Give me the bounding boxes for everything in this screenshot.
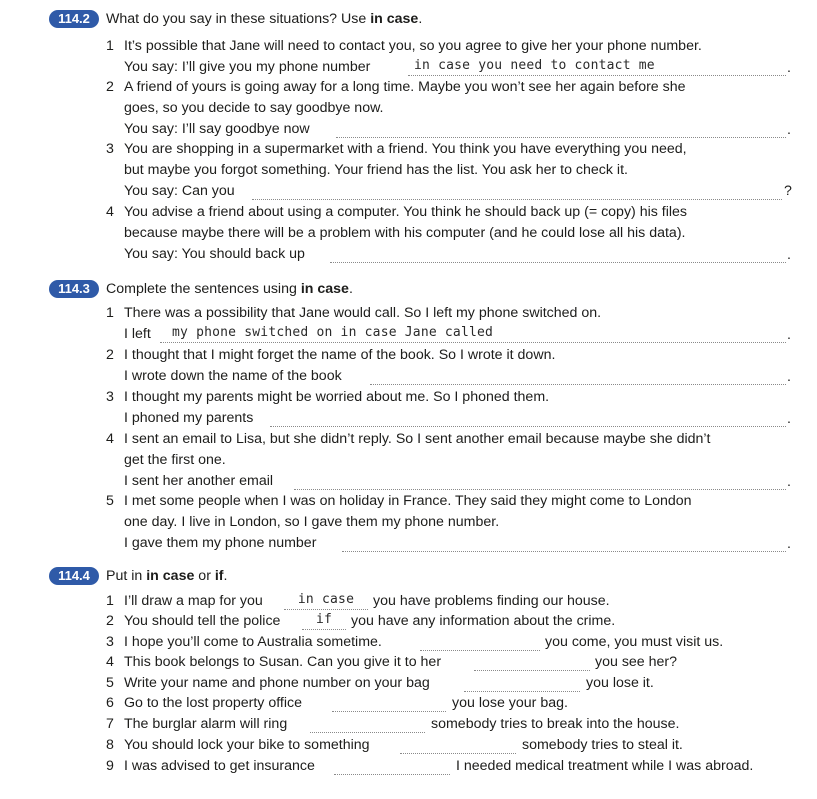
handwritten-answer: if [315, 612, 333, 627]
answer-field[interactable] [270, 409, 786, 427]
period: . [787, 327, 791, 343]
sentence-end: you have problems finding our house. [373, 593, 610, 609]
answer-field[interactable] [420, 633, 540, 651]
item-number: 4 [106, 204, 114, 220]
handwritten-answer: in case you need to contact me [414, 58, 655, 73]
answer-field[interactable] [330, 245, 786, 263]
question-text: A friend of yours is going away for a long time. Maybe you won’t see her again before she [124, 79, 686, 95]
prompt-text: You say: I’ll say goodbye now [124, 121, 310, 137]
answer-field[interactable] [310, 715, 425, 733]
period: . [787, 122, 791, 138]
answer-field[interactable] [332, 694, 446, 712]
prompt-text: I gave them my phone number [124, 535, 317, 551]
sentence-start: You should tell the police [124, 613, 281, 629]
period: . [787, 536, 791, 552]
answer-field[interactable] [342, 534, 786, 552]
title-text: Complete the sentences using [106, 281, 301, 297]
sentence-end: you lose your bag. [452, 695, 568, 711]
sentence-start: I’ll draw a map for you [124, 593, 263, 609]
question-text: You are shopping in a supermarket with a friend. You think you have everything you need, [124, 141, 687, 157]
period: . [787, 411, 791, 427]
period: . [787, 474, 791, 490]
sentence-end: somebody tries to steal it. [522, 737, 683, 753]
answer-field[interactable] [160, 325, 786, 343]
answer-field[interactable] [336, 120, 786, 138]
prompt-text: You say: You should back up [124, 246, 305, 262]
sentence-start: I hope you’ll come to Australia sometime. [124, 634, 382, 650]
item-number: 2 [106, 347, 114, 363]
item-number: 5 [106, 675, 114, 691]
sentence-end: I needed medical treatment while I was abroad. [456, 758, 754, 774]
question-text: There was a possibility that Jane would call. So I left my phone switched on. [124, 305, 602, 321]
item-number: 8 [106, 737, 114, 753]
sentence-start: This book belongs to Susan. Can you give it to her [124, 654, 442, 670]
item-number: 1 [106, 38, 114, 54]
prompt-text: I left [124, 326, 151, 342]
question-text: but maybe you forgot something. Your friend has the list. You ask her to check it. [124, 162, 628, 178]
question-text: one day. I live in London, so I gave them my phone number. [124, 514, 500, 530]
item-number: 3 [106, 389, 114, 405]
sentence-start: Write your name and phone number on your bag [124, 675, 430, 691]
question-text: I thought my parents might be worried about me. So I phoned them. [124, 389, 550, 405]
sentence-end: you have any information about the crime. [351, 613, 616, 629]
title-end: . [223, 568, 228, 584]
item-number: 2 [106, 79, 114, 95]
title-text: Put in [106, 568, 147, 584]
item-number: 9 [106, 758, 114, 774]
question-text: get the first one. [124, 452, 226, 468]
sentence-start: You should lock your bike to something [124, 737, 370, 753]
title-text: What do you say in these situations? Use [106, 11, 371, 27]
prompt-text: I phoned my parents [124, 410, 254, 426]
answer-field[interactable] [284, 592, 368, 610]
sentence-end: you lose it. [586, 675, 654, 691]
prompt-text: You say: I’ll give you my phone number [124, 59, 371, 75]
sentence-end: you see her? [595, 654, 678, 670]
title-bold: if [214, 568, 224, 584]
exercise-title-114-2 [106, 10, 422, 28]
prompt-text: I wrote down the name of the book [124, 368, 342, 384]
title-bold: in case [146, 568, 195, 584]
item-number: 3 [106, 634, 114, 650]
question-text: I sent an email to Lisa, but she didn’t reply. So I sent another email because maybe she didn’t [124, 431, 711, 447]
title-text: or [194, 568, 215, 584]
answer-field[interactable] [252, 182, 782, 200]
exercise-title-114-3 [106, 280, 353, 298]
question-text: because maybe there will be a problem with his computer (and he could lose all his data). [124, 225, 686, 241]
question-text: It’s possible that Jane will need to contact you, so you agree to give her your phone number. [124, 38, 702, 54]
handwritten-answer: my phone switched on in case Jane called [172, 325, 494, 340]
period: . [787, 247, 791, 263]
answer-field[interactable] [334, 757, 450, 775]
answer-field[interactable] [474, 653, 590, 671]
question-text: I met some people when I was on holiday in France. They said they might come to London [124, 493, 692, 509]
title-bold: in case [370, 11, 419, 27]
item-number: 3 [106, 141, 114, 157]
item-number: 5 [106, 493, 114, 509]
answer-field[interactable] [294, 472, 786, 490]
sentence-end: you come, you must visit us. [545, 634, 724, 650]
handwritten-answer: in case [297, 592, 355, 607]
item-number: 1 [106, 305, 114, 321]
answer-field[interactable] [370, 367, 786, 385]
question-text: You advise a friend about using a computer. You think he should back up (= copy) his files [124, 204, 688, 220]
exercise-badge-114-2: 114.2 [49, 10, 99, 28]
question-text: I thought that I might forget the name of the book. So I wrote it down. [124, 347, 556, 363]
sentence-start: The burglar alarm will ring [124, 716, 288, 732]
answer-field[interactable] [408, 58, 786, 76]
exercise-badge-114-3: 114.3 [49, 280, 99, 298]
sentence-start: I was advised to get insurance [124, 758, 315, 774]
prompt-text: You say: Can you [124, 183, 235, 199]
answer-field[interactable] [302, 612, 346, 630]
answer-field[interactable] [464, 674, 580, 692]
exercise-title-114-4 [106, 567, 227, 585]
title-end: . [418, 11, 423, 27]
title-bold: in case [300, 281, 349, 297]
item-number: 6 [106, 695, 114, 711]
period: . [787, 60, 791, 76]
item-number: 4 [106, 654, 114, 670]
item-number: 1 [106, 593, 114, 609]
title-end: . [348, 281, 353, 297]
period: . [787, 369, 791, 385]
question-text: goes, so you decide to say goodbye now. [124, 100, 384, 116]
exercise-badge-114-4: 114.4 [49, 567, 99, 585]
item-number: 7 [106, 716, 114, 732]
answer-field[interactable] [400, 736, 516, 754]
sentence-end: somebody tries to break into the house. [431, 716, 680, 732]
item-number: 4 [106, 431, 114, 447]
prompt-text: I sent her another email [124, 473, 274, 489]
item-number: 2 [106, 613, 114, 629]
question-mark: ? [784, 183, 792, 199]
sentence-start: Go to the lost property office [124, 695, 302, 711]
